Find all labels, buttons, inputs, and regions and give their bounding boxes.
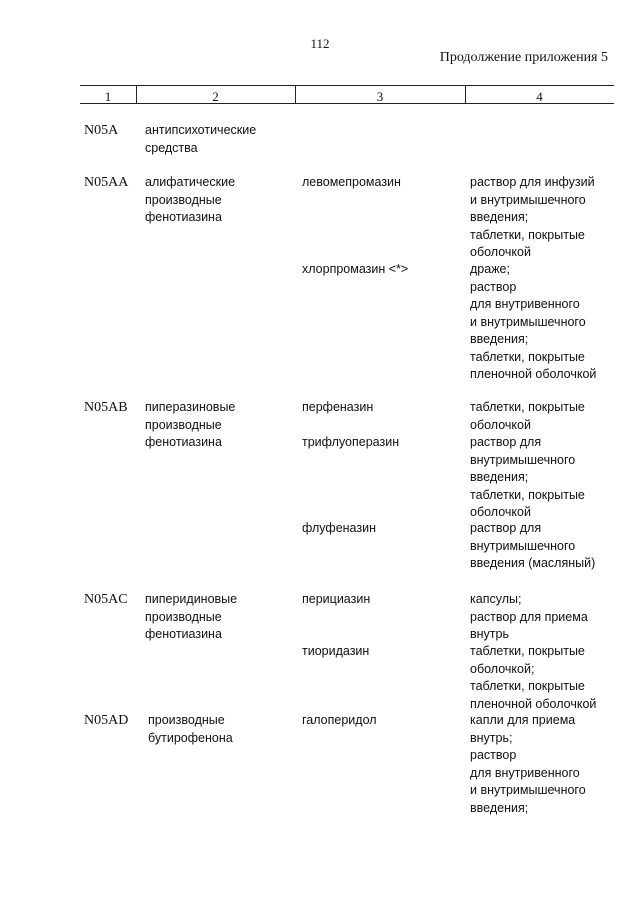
dosage-form: капли для приема внутрь; раствор для внутривенного и внутримышечного введения; <box>470 713 586 815</box>
group-name: пиперазиновые производные фенотиазина <box>145 400 236 449</box>
drug-name: перициазин <box>302 592 371 606</box>
drug-name: галоперидол <box>302 713 377 727</box>
atc-code: N05AD <box>84 713 129 728</box>
atc-code: N05AA <box>84 175 129 190</box>
drug-name: хлорпромазин <*> <box>302 262 409 276</box>
dosage-form: таблетки, покрытые оболочкой; таблетки, покрытые пленочной оболочкой <box>470 644 597 711</box>
group-name: производные бутирофенона <box>148 713 233 745</box>
continuation-title: Продолжение приложения 5 <box>439 50 608 65</box>
header-rule-top <box>80 85 614 86</box>
atc-code: N05AB <box>84 400 128 415</box>
dosage-form: драже; раствор для внутривенного и внутримышечного введения; таблетки, покрытые пленочной оболочкой <box>470 262 597 381</box>
atc-code: N05A <box>84 123 119 138</box>
atc-code: N05AC <box>84 592 128 607</box>
drug-name: трифлуоперазин <box>302 435 400 449</box>
dosage-form: раствор для внутримышечного введения; таблетки, покрытые оболочкой <box>470 435 585 519</box>
column-header-3: 3 <box>376 89 384 104</box>
dosage-form: таблетки, покрытые оболочкой <box>470 400 585 432</box>
drug-name: флуфеназин <box>302 521 376 535</box>
column-header-1: 1 <box>104 89 112 104</box>
dosage-form: раствор для внутримышечного введения (масляный) <box>470 521 596 570</box>
drug-name: перфеназин <box>302 400 374 414</box>
column-header-4: 4 <box>536 89 543 104</box>
group-name: алифатические производные фенотиазина <box>145 175 236 224</box>
dosage-form: капсулы; раствор для приема внутрь <box>470 592 588 641</box>
drug-name: тиоридазин <box>302 644 370 658</box>
group-name: антипсихотические средства <box>145 123 257 155</box>
column-header-2: 2 <box>212 89 219 104</box>
drug-name: левомепромазин <box>302 175 401 189</box>
dosage-form: раствор для инфузий и внутримышечного введения; таблетки, покрытые оболочкой <box>470 175 595 259</box>
group-name: пиперидиновые производные фенотиазина <box>145 592 238 641</box>
page-number: 112 <box>310 36 330 51</box>
